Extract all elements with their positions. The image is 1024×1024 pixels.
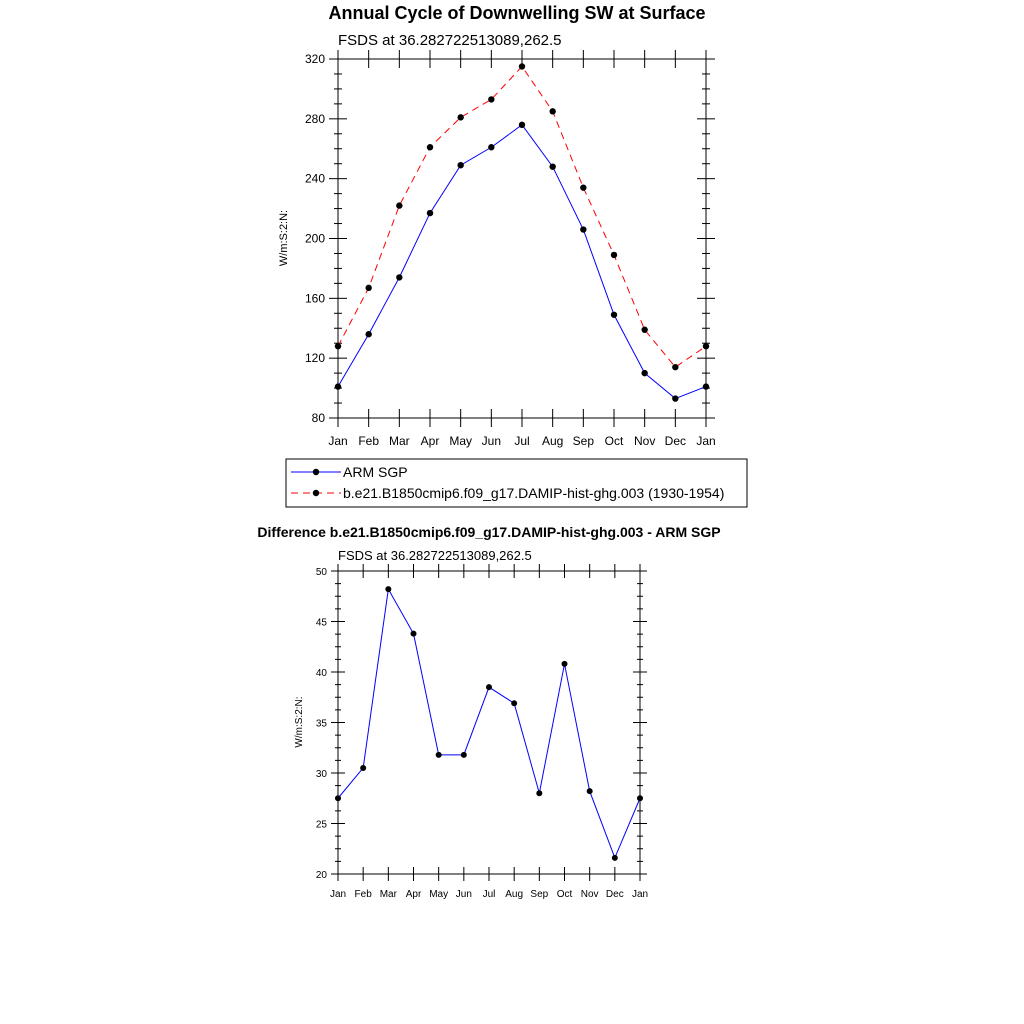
- series-1-point: [703, 343, 709, 349]
- y-tick-label: 25: [315, 819, 327, 831]
- series-0-point: [335, 383, 341, 389]
- series-0-point: [396, 274, 402, 280]
- x-tick-label: Aug: [505, 889, 524, 900]
- x-tick-label: Feb: [358, 434, 380, 448]
- series-0-point: [461, 752, 467, 758]
- series-0-point: [611, 312, 617, 318]
- y-tick-label: 35: [315, 718, 327, 730]
- x-tick-label: Jun: [455, 889, 472, 900]
- x-tick-label: Jan: [696, 434, 716, 448]
- series-0-point: [488, 144, 494, 150]
- x-tick-label: Jan: [631, 889, 649, 900]
- x-tick-label: Dec: [605, 889, 624, 900]
- x-tick-label: Apr: [420, 434, 440, 448]
- x-tick-label: Mar: [379, 889, 397, 900]
- x-tick-label: Oct: [604, 434, 624, 448]
- diff-plot-frame: [338, 571, 640, 874]
- y-tick-label: 40: [315, 668, 327, 679]
- y-tick-label: 50: [315, 567, 327, 578]
- y-tick-label: 120: [304, 351, 325, 366]
- series-1-point: [641, 327, 647, 333]
- x-tick-label: Jan: [328, 434, 348, 448]
- diff-chart: [316, 564, 648, 900]
- series-1-point: [427, 144, 433, 150]
- series-0-point: [703, 383, 709, 389]
- series-0-point: [360, 765, 366, 771]
- x-tick-label: Mar: [388, 434, 410, 448]
- series-0-point: [549, 164, 555, 170]
- series-1-point: [519, 63, 525, 69]
- series-0-point: [436, 752, 442, 758]
- series-0-point: [385, 586, 391, 592]
- series-1-point: [611, 252, 617, 258]
- chart-subtitle: FSDS at 36.282722513089,262.5: [338, 32, 562, 49]
- diff-y-axis-label: W/m:S:2:N:: [294, 696, 305, 748]
- top-chart: [305, 50, 716, 448]
- series-0-point: [335, 795, 341, 801]
- chart-title: Annual Cycle of Downwelling SW at Surface: [328, 3, 706, 23]
- series-0-point: [519, 122, 525, 128]
- x-tick-label: Aug: [541, 434, 564, 448]
- legend-label-model: b.e21.B1850cmip6.f09_g17.DAMIP-hist-ghg.003 (1930-1954): [343, 485, 725, 501]
- diff-chart-title: Difference b.e21.B1850cmip6.f09_g17.DAMIP-hist-ghg.003 - ARM SGP: [257, 524, 721, 540]
- x-tick-label: Nov: [633, 434, 656, 448]
- x-tick-label: Sep: [572, 434, 595, 448]
- y-axis-label: W/m:S:2:N:: [278, 209, 290, 267]
- y-tick-label: 20: [315, 870, 327, 881]
- legend-marker-obs: [313, 469, 319, 475]
- y-tick-label: 80: [311, 411, 325, 425]
- series-1-point: [365, 285, 371, 291]
- x-tick-label: Jan: [329, 889, 347, 900]
- x-tick-label: May: [429, 889, 449, 900]
- series-1-point: [396, 202, 402, 208]
- x-tick-label: Jul: [482, 889, 496, 900]
- series-1-point: [335, 343, 341, 349]
- series-1-point: [580, 184, 586, 190]
- series-0-point: [511, 700, 517, 706]
- legend-marker-model: [313, 490, 319, 496]
- x-tick-label: Dec: [664, 434, 687, 448]
- x-tick-label: Oct: [556, 889, 573, 900]
- series-0-point: [427, 210, 433, 216]
- series-0-point: [365, 331, 371, 337]
- series-0-point: [486, 684, 492, 690]
- series-0-point: [612, 855, 618, 861]
- y-tick-label: 30: [315, 769, 327, 780]
- series-line-0: [338, 125, 706, 399]
- y-tick-label: 45: [315, 617, 327, 629]
- series-1-point: [457, 114, 463, 120]
- x-tick-label: Feb: [354, 889, 372, 900]
- x-tick-label: Apr: [405, 889, 422, 900]
- y-tick-label: 280: [304, 111, 325, 126]
- series-0-point: [411, 631, 417, 637]
- series-0-point: [580, 226, 586, 232]
- series-1-point: [549, 108, 555, 114]
- series-0-point: [562, 661, 568, 667]
- series-0-point: [637, 795, 643, 801]
- x-tick-label: Jun: [481, 434, 502, 448]
- x-tick-label: Jul: [514, 434, 530, 448]
- series-0-point: [457, 162, 463, 168]
- legend-label-obs: ARM SGP: [343, 464, 408, 480]
- y-tick-label: 200: [304, 231, 325, 246]
- plot-frame: [338, 59, 706, 418]
- y-tick-label: 240: [304, 171, 325, 186]
- x-tick-label: Sep: [530, 889, 549, 900]
- series-0-point: [641, 370, 647, 376]
- x-tick-label: May: [449, 434, 473, 448]
- series-1-point: [488, 96, 494, 102]
- series-line-1: [338, 66, 706, 367]
- series-line-0: [338, 589, 640, 858]
- series-0-point: [587, 788, 593, 794]
- series-0-point: [536, 790, 542, 796]
- y-tick-label: 320: [304, 52, 325, 66]
- series-1-point: [672, 364, 678, 370]
- y-tick-label: 160: [304, 291, 325, 306]
- diff-chart-subtitle: FSDS at 36.282722513089,262.5: [338, 548, 532, 563]
- series-0-point: [672, 395, 678, 401]
- x-tick-label: Nov: [580, 889, 599, 900]
